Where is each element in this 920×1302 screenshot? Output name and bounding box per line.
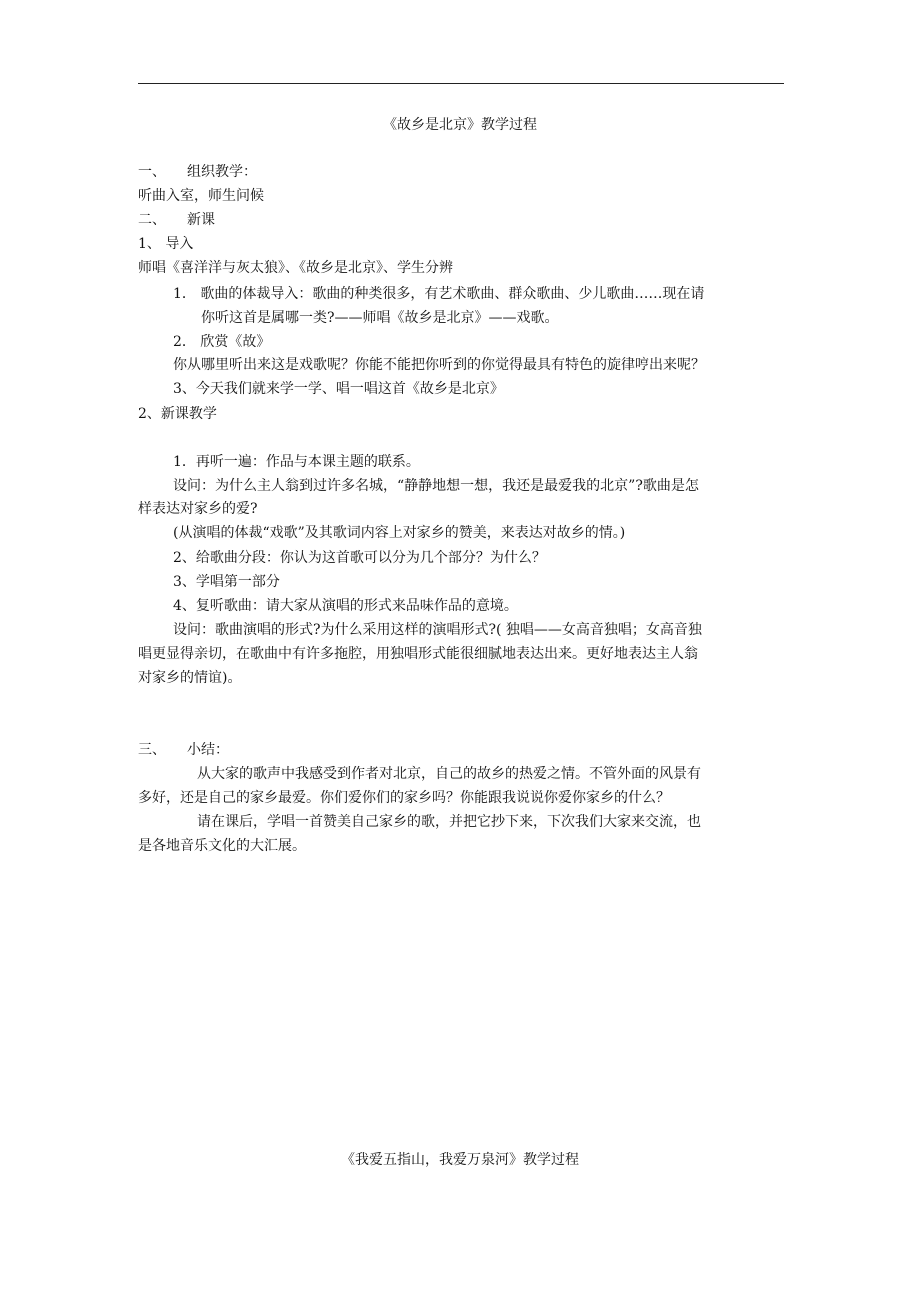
- teaching-step-1: 1．再听一遍：作品与本课主题的联系。: [173, 454, 420, 470]
- section-2-heading: 新课: [187, 212, 215, 228]
- section-3-heading: 小结：: [187, 742, 229, 758]
- second-document-title: 《我爱五指山，我爱万泉河》教学过程: [341, 1152, 579, 1168]
- summary-paragraph-2-line-2: 是各地音乐文化的大汇展。: [138, 838, 306, 854]
- section-3-number: 三、: [138, 742, 166, 758]
- intro-paragraph: 师唱《喜洋洋与灰太狼》、《故乡是北京》、学生分辨: [138, 260, 453, 276]
- teaching-step-1-question-line-1: 设问：为什么主人翁到过许多名城，“静静地想一想，我还是最爱我的北京”?歌曲是怎: [173, 478, 699, 494]
- list-item-2-body: 你从哪里听出来这是戏歌呢？你能不能把你听到的你觉得最具有特色的旋律哼出来呢？: [173, 357, 705, 373]
- section-1-body: 听曲入室，师生问候: [138, 188, 264, 204]
- teaching-step-1-question-line-2: 样表达对家乡的爱?: [138, 501, 258, 517]
- teaching-step-1-answer: (从演唱的体裁“戏歌”及其歌词内容上对家乡的赞美，来表达对故乡的情。): [173, 525, 626, 541]
- teaching-step-3: 3、学唱第一部分: [173, 574, 280, 590]
- section-1-heading: 组织教学：: [187, 164, 257, 180]
- header-rule: [138, 83, 784, 84]
- section-1-number: 一、: [138, 164, 166, 180]
- section-2-number: 二、: [138, 212, 166, 228]
- summary-paragraph-1-line-2: 多好，还是自己的家乡最爱。你们爱你们的家乡吗？你能跟我说说你爱你家乡的什么？: [138, 790, 670, 806]
- teaching-step-4-question-line-3: 对家乡的情谊)。: [138, 670, 242, 686]
- subsection-intro-heading: 1、 导入: [138, 236, 194, 252]
- teaching-step-4-question-line-1: 设问：歌曲演唱的形式?为什么采用这样的演唱形式?( 独唱——女高音独唱；女高音独: [173, 622, 702, 638]
- teaching-step-4: 4、复听歌曲：请大家从演唱的形式来品味作品的意境。: [173, 598, 518, 614]
- summary-paragraph-1-line-1: 从大家的歌声中我感受到作者对北京，自己的故乡的热爱之情。不管外面的风景有: [197, 766, 701, 782]
- list-item-3: 3、今天我们就来学一学、唱一唱这首《故乡是北京》: [173, 381, 504, 397]
- summary-paragraph-2-line-1: 请在课后，学唱一首赞美自己家乡的歌，并把它抄下来，下次我们大家来交流，也: [197, 814, 701, 830]
- list-item-1-line-2: 你听这首是属哪一类?——师唱《故乡是北京》——戏歌。: [201, 310, 559, 326]
- document-title: 《故乡是北京》教学过程: [383, 117, 537, 133]
- teaching-step-4-question-line-2: 唱更显得亲切，在歌曲中有许多拖腔，用独唱形式能很细腻地表达出来。更好地表达主人翁: [138, 646, 698, 662]
- list-item-1-line-1: 1． 歌曲的体裁导入：歌曲的种类很多，有艺术歌曲、群众歌曲、少儿歌曲……现在请: [173, 286, 705, 302]
- subsection-new-lesson-heading: 2、新课教学: [138, 406, 217, 422]
- teaching-step-2: 2、给歌曲分段：你认为这首歌可以分为几个部分？为什么？: [173, 550, 546, 566]
- list-item-2: 2． 欣赏《故》: [173, 334, 271, 350]
